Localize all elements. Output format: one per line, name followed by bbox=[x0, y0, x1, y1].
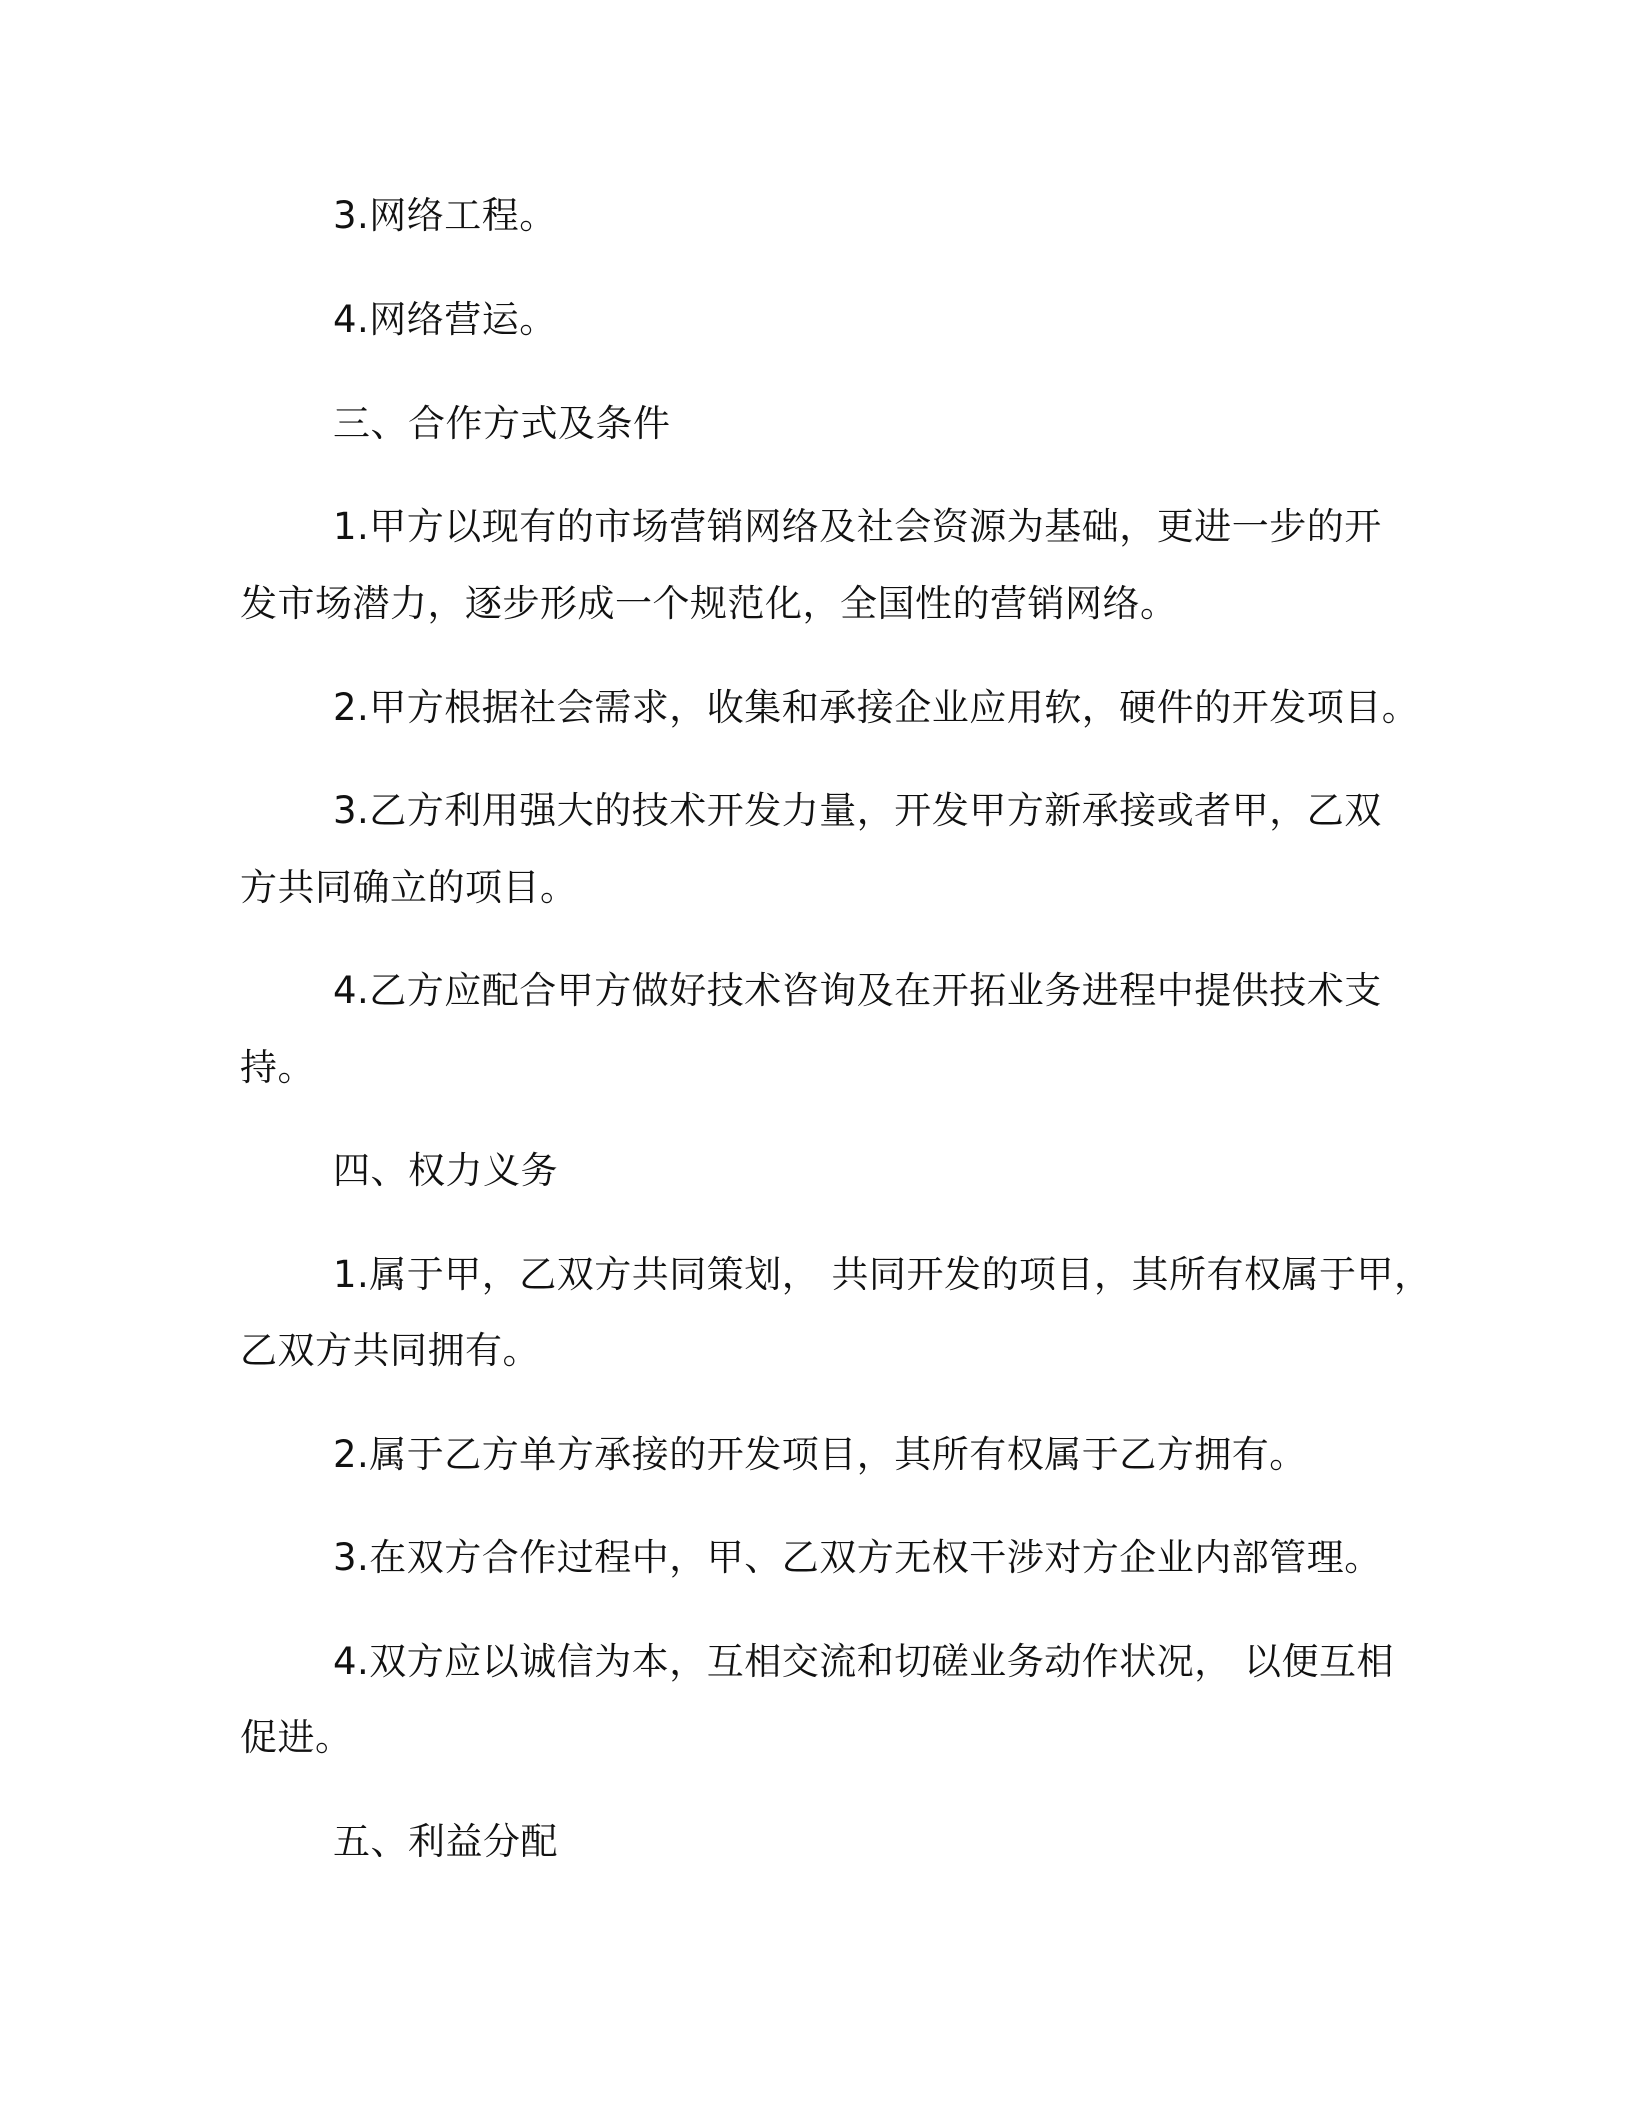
paragraph-cooperation-4-line-1: 4.乙方应配合甲方做好技术咨询及在开拓业务进程中提供技术支 bbox=[333, 969, 1382, 1012]
paragraph-cooperation-3-line-2: 方共同确立的项目。 bbox=[240, 866, 578, 909]
paragraph-rights-4-line-2: 促进。 bbox=[240, 1716, 353, 1759]
paragraph-rights-3: 3.在双方合作过程中，甲、乙双方无权干涉对方企业内部管理。 bbox=[333, 1536, 1382, 1579]
paragraph-rights-2: 2.属于乙方单方承接的开发项目，其所有权属于乙方拥有。 bbox=[333, 1433, 1307, 1476]
paragraph-cooperation-1-line-2: 发市场潜力，逐步形成一个规范化，全国性的营销网络。 bbox=[240, 582, 1178, 625]
paragraph-cooperation-4-line-2: 持。 bbox=[240, 1046, 315, 1089]
list-item-network-engineering: 3.网络工程。 bbox=[333, 194, 557, 237]
section-heading-profit: 五、利益分配 bbox=[333, 1820, 558, 1863]
paragraph-cooperation-2: 2.甲方根据社会需求，收集和承接企业应用软，硬件的开发项目。 bbox=[333, 686, 1420, 729]
paragraph-rights-4-line-1: 4.双方应以诚信为本，互相交流和切磋业务动作状况， 以便互相 bbox=[333, 1640, 1395, 1683]
paragraph-rights-1-line-1: 1.属于甲，乙双方共同策划， 共同开发的项目，其所有权属于甲， bbox=[333, 1253, 1432, 1296]
paragraph-cooperation-1-line-1: 1.甲方以现有的市场营销网络及社会资源为基础，更进一步的开 bbox=[333, 505, 1382, 548]
section-heading-cooperation: 三、合作方式及条件 bbox=[333, 402, 671, 445]
paragraph-rights-1-line-2: 乙双方共同拥有。 bbox=[240, 1329, 540, 1372]
paragraph-cooperation-3-line-1: 3.乙方利用强大的技术开发力量，开发甲方新承接或者甲，乙双 bbox=[333, 789, 1382, 832]
section-heading-rights: 四、权力义务 bbox=[333, 1149, 558, 1192]
list-item-network-operation: 4.网络营运。 bbox=[333, 298, 557, 341]
